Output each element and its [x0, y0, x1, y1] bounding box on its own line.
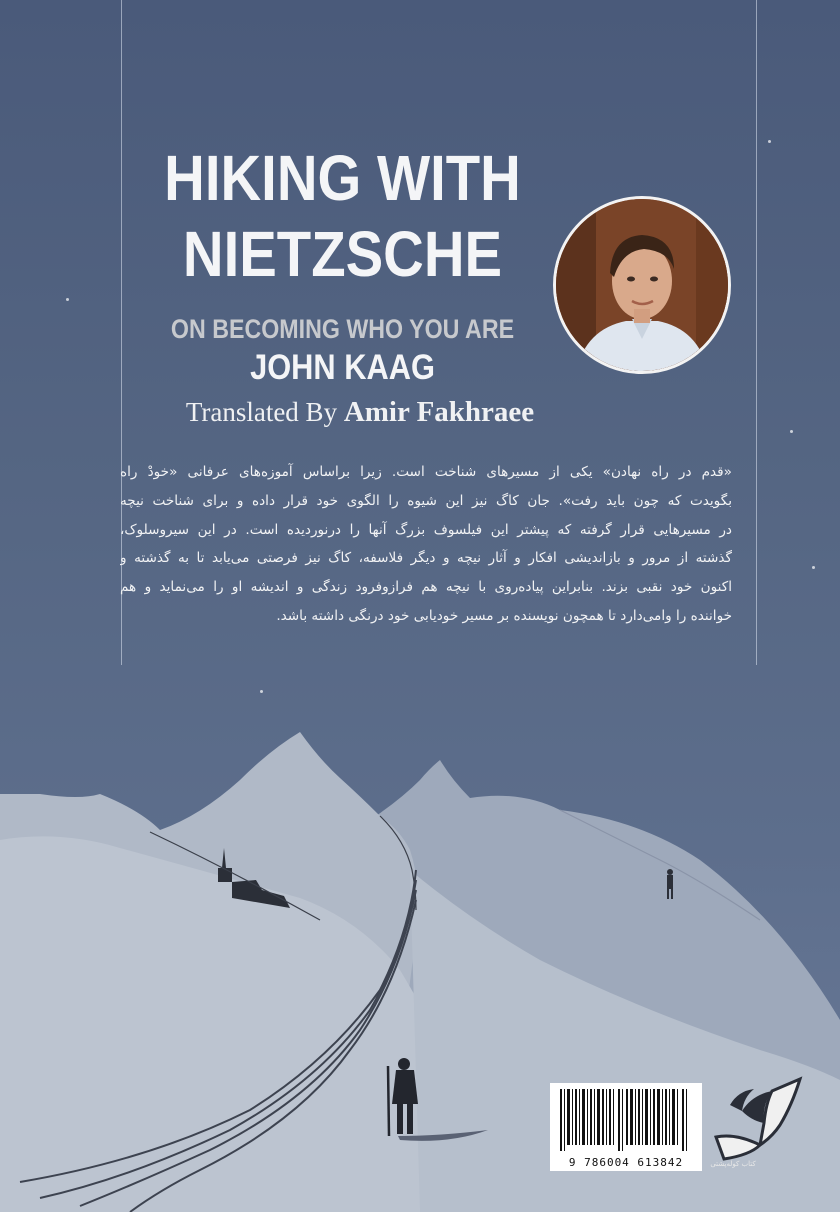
speck — [812, 566, 815, 569]
author-photo — [553, 196, 731, 374]
right-rule — [756, 0, 757, 665]
book-title — [138, 140, 547, 292]
speck — [790, 430, 793, 433]
book-subtitle: ON BECOMING WHO YOU ARE — [170, 314, 515, 344]
blurb-line: اکنون خود نقبی بزند. بنابراین پیاده‌روی با نیچه هم فرازوفرود زندگی و اندیشه او را می‌نماید و هم — [120, 579, 732, 596]
blurb-line: «قدم در راه نهادن» یکی از مسیرهای شناخت است. زیرا براساس آموزه‌های عرفانی «خودْ راه — [120, 464, 732, 480]
translator-credit — [140, 396, 580, 429]
blurb-text — [120, 458, 732, 631]
blurb-line: گذشته از مرور و بازاندیشی افکار و آثار نیچه و دیگر فلاسفه، کاگ نیز فرصتی می‌یابد تا به گذشته و — [120, 550, 732, 567]
publisher-name: کتاب کوله‌پشتی — [710, 1160, 756, 1168]
title-line-2: NIETZSCHE — [182, 218, 503, 290]
speck — [768, 140, 771, 143]
speck — [66, 298, 69, 301]
translated-by-label: Translated By — [185, 397, 338, 427]
speck — [260, 690, 263, 693]
author-name: JOHN KAAG — [250, 348, 435, 387]
blurb-line: خواننده را وامی‌دارد تا همچون نویسنده بر مسیر خودیابی خود درنگی داشته باشد. — [276, 607, 732, 624]
barcode — [550, 1083, 702, 1171]
blurb-line: در مسیرهایی قرار گرفته که پیشتر این فیلسوف بزرگ آنها را درنوردیده است. در این سیروسلوک، — [120, 521, 732, 538]
title-line-1: HIKING WITH — [164, 142, 521, 214]
barcode-icon — [550, 1083, 702, 1153]
author-photo-icon — [556, 199, 728, 371]
translator-name: Amir Fakhraee — [343, 396, 535, 428]
isbn-digits: 9 786004 613842 — [568, 1156, 684, 1169]
blurb-line: بگویدت که چون باید رفت». جان کاگ نیز این شیوه را الگوی خود قرار داده و برای شناخت نیچه — [120, 492, 732, 509]
